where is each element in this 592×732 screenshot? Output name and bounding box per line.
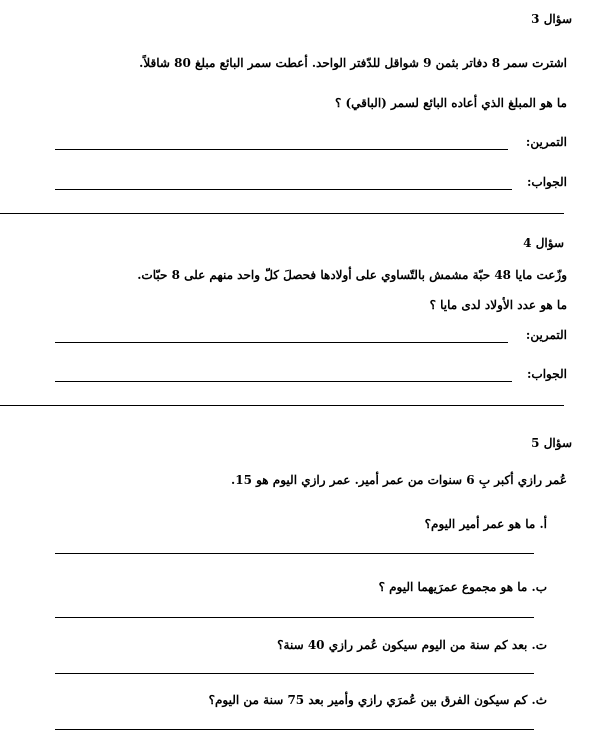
q3-exercise-label: التمرين: bbox=[525, 135, 567, 149]
q5-item-b: ب. ما هو مجموع عمرَيهما اليوم ؟ bbox=[378, 580, 547, 594]
q3-line2: ما هو المبلغ الذي أعاده البائع لسمر (الباقي) ؟ bbox=[334, 96, 567, 110]
q5-item-c: ت. بعد كم سنة من اليوم سيكون عُمر رازي 40 سنة؟ bbox=[277, 638, 547, 652]
divider bbox=[0, 213, 564, 214]
q4-answer-label: الجواب: bbox=[527, 367, 567, 381]
divider bbox=[0, 405, 564, 406]
q5-item-b-answer-line[interactable] bbox=[55, 617, 534, 618]
q3-heading: سؤال 3 bbox=[531, 12, 572, 26]
q4-exercise-label: التمرين: bbox=[525, 328, 567, 342]
q5-heading: سؤال 5 bbox=[531, 436, 572, 450]
q4-exercise-line[interactable] bbox=[55, 342, 508, 343]
q5-intro: عُمر رازي أكبر بِ 6 سنوات من عمر أمير. عمر رازي اليوم هو 15. bbox=[231, 473, 567, 487]
q4-line2: ما هو عدد الأولاد لدى مايا ؟ bbox=[429, 298, 567, 312]
q5-item-d: ث. كم سيكون الفرق بين عُمرَي رازي وأمير بعد 75 سنة من اليوم؟ bbox=[208, 693, 547, 707]
q3-line1: اشترت سمر 8 دفاتر بثمن 9 شواقل للدّفتر الواحد. أعطت سمر البائع مبلغ 80 شاقلاً. bbox=[139, 56, 567, 70]
q3-answer-line[interactable] bbox=[55, 189, 512, 190]
q3-exercise-line[interactable] bbox=[55, 149, 508, 150]
q4-heading: سؤال 4 bbox=[523, 236, 564, 250]
q5-item-a: أ. ما هو عمر أمير اليوم؟ bbox=[424, 517, 547, 531]
q5-item-d-answer-line[interactable] bbox=[55, 729, 534, 730]
q4-line1: وزّعت مايا 48 حبّة مشمش بالتّساوي على أولادها فحصلَ كلّ واحد منهم على 8 حبّات. bbox=[137, 268, 567, 282]
q3-answer-label: الجواب: bbox=[527, 175, 567, 189]
q5-item-c-answer-line[interactable] bbox=[55, 673, 534, 674]
q5-item-a-answer-line[interactable] bbox=[55, 553, 534, 554]
q4-answer-line[interactable] bbox=[55, 381, 512, 382]
